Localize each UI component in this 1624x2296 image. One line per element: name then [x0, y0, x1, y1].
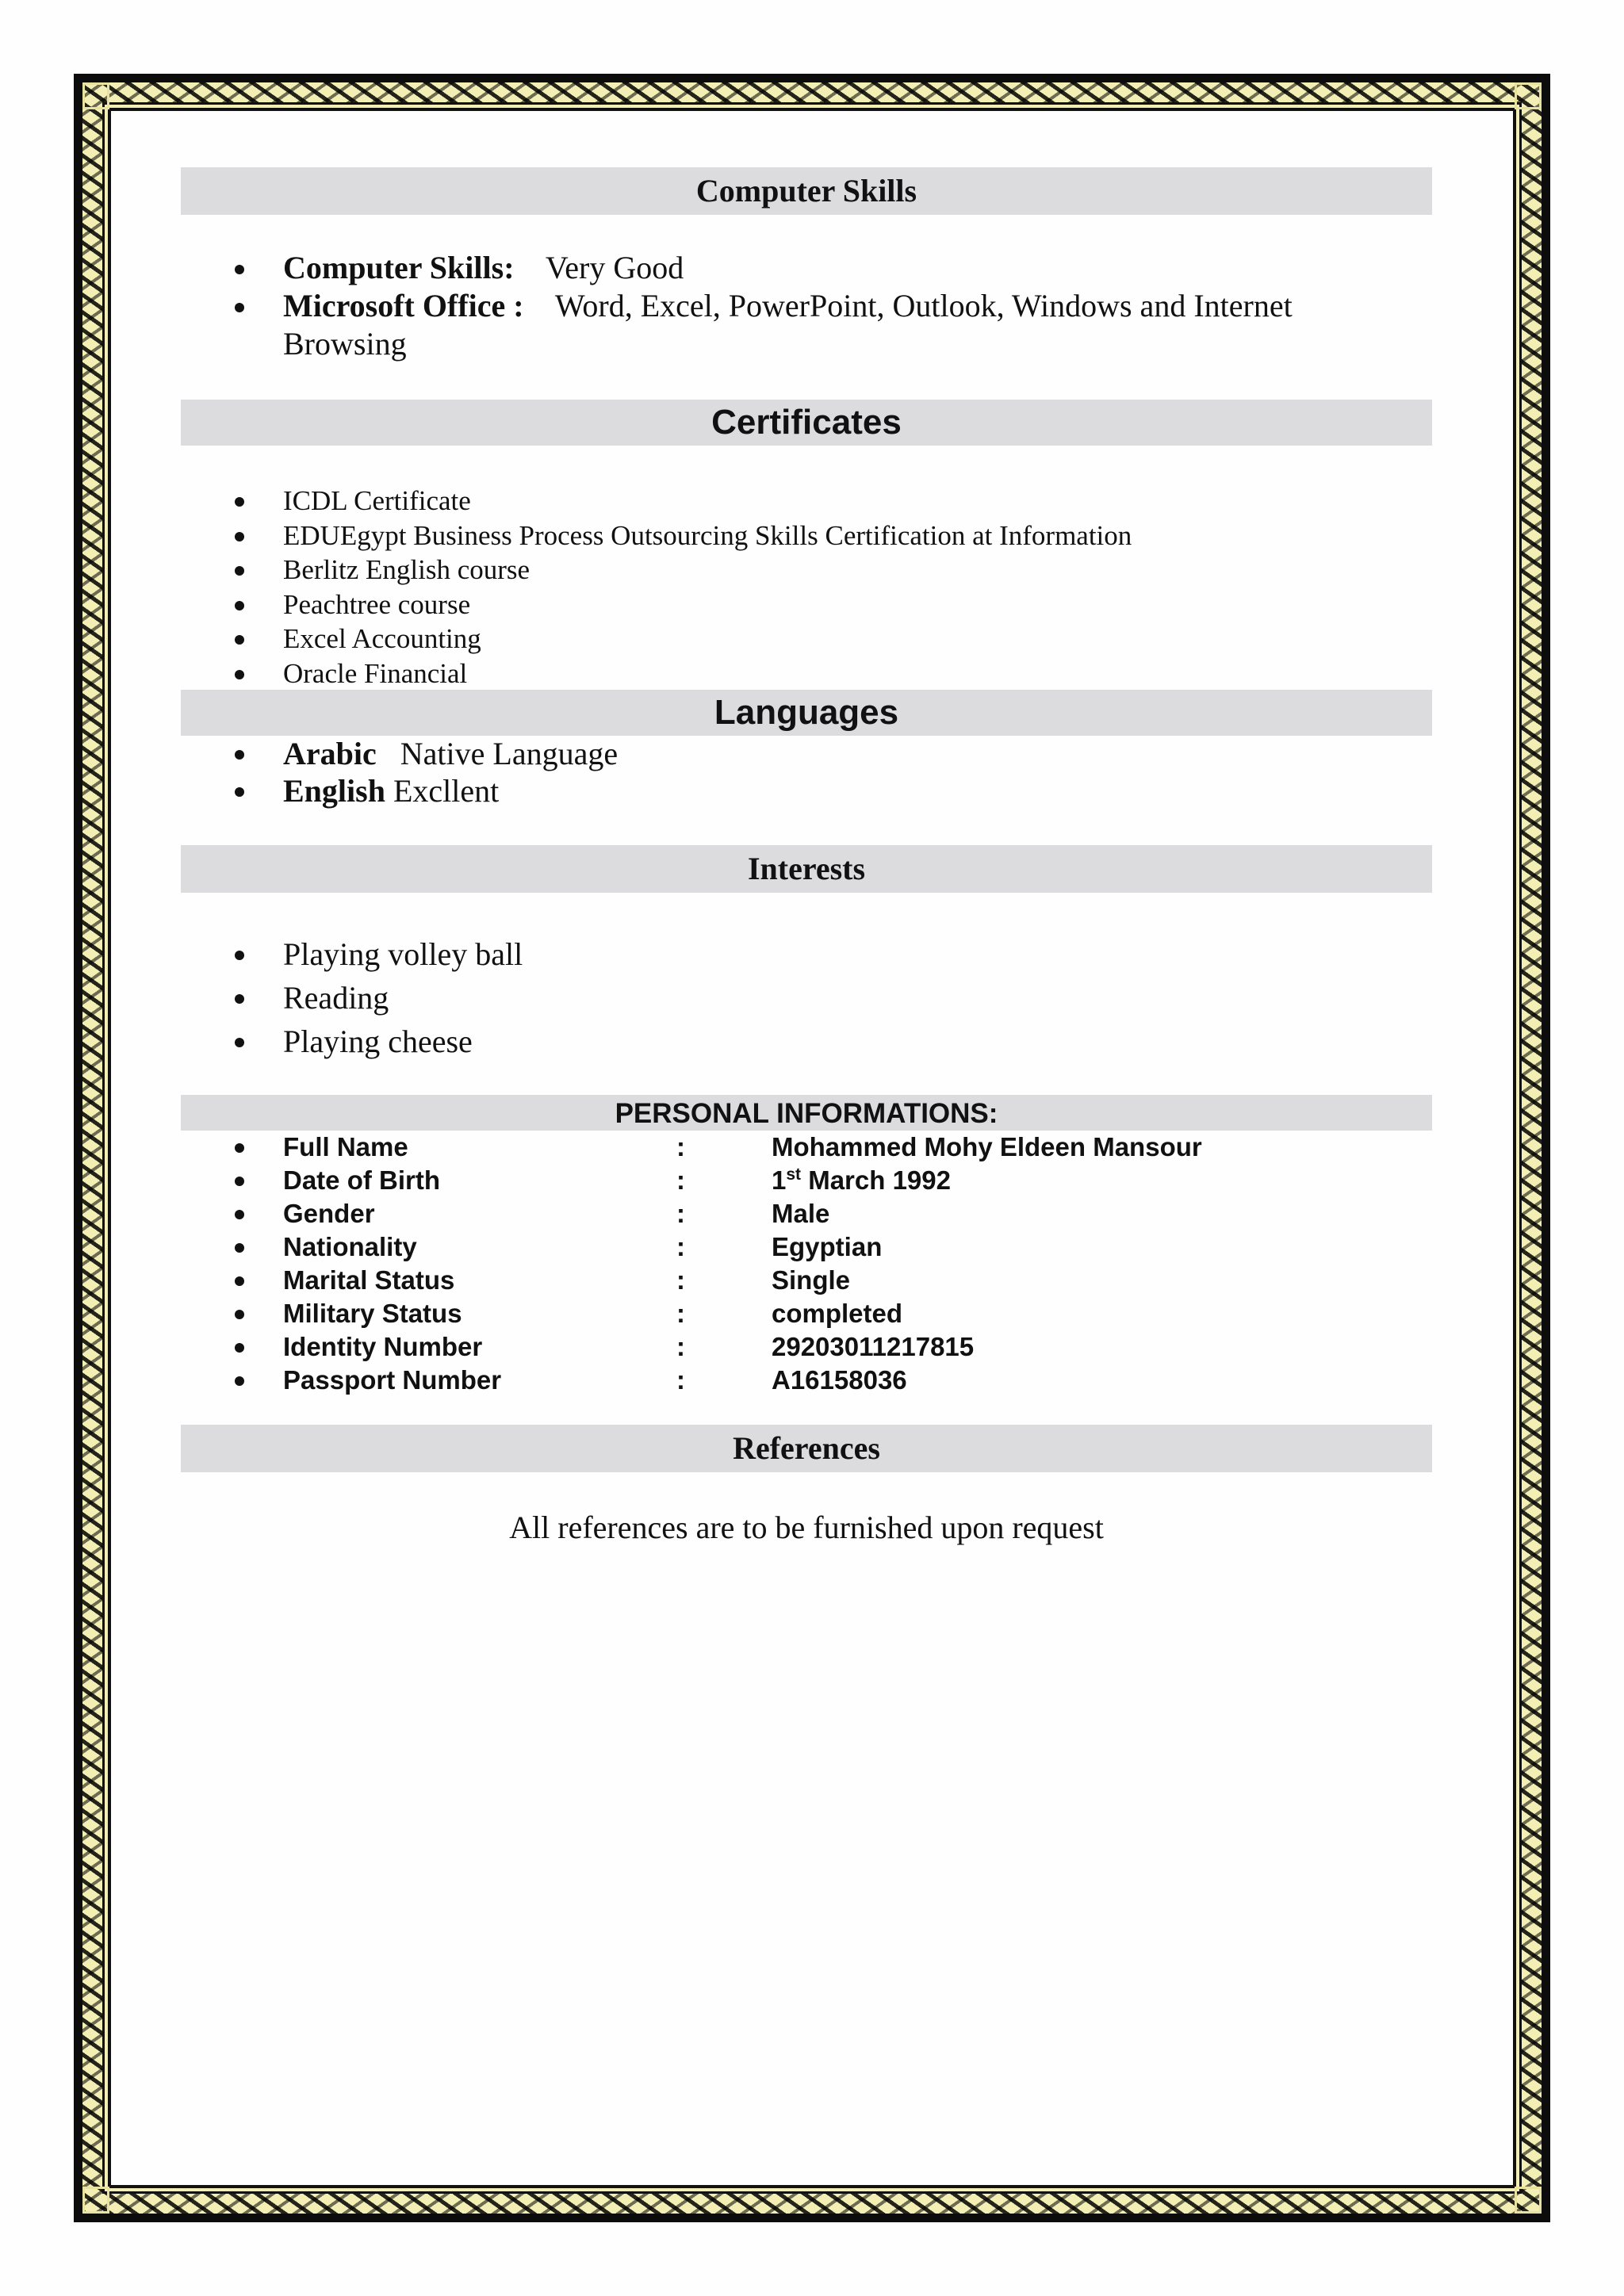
- field-separator: :: [676, 1265, 685, 1295]
- field-separator: :: [676, 1332, 685, 1361]
- skill-value: Word, Excel, PowerPoint, Outlook, Windows and Internet Browsing: [283, 288, 1293, 362]
- list-item: Reading: [181, 976, 1432, 1020]
- list-item: ICDL Certificate: [181, 484, 1432, 519]
- list-item: Playing cheese: [181, 1020, 1432, 1063]
- personal-info-row: [181, 1164, 1432, 1197]
- field-separator: :: [676, 1165, 685, 1195]
- field-separator: :: [676, 1199, 685, 1228]
- section-header-personal-informations: PERSONAL INFORMATIONS:: [181, 1095, 1432, 1131]
- field-separator: :: [676, 1132, 685, 1161]
- skill-label: Microsoft Office :: [283, 288, 524, 323]
- personal-info-row: [181, 1131, 1432, 1164]
- language-level: Native Language: [400, 736, 619, 771]
- field-label: Identity Number: [283, 1332, 483, 1361]
- border-corner-ornament: [1515, 2187, 1542, 2214]
- field-value: A16158036: [772, 1365, 907, 1395]
- skill-value: Very Good: [545, 250, 684, 285]
- personal-info-list: [181, 1131, 1432, 1397]
- skill-label: Computer Skills:: [283, 250, 515, 285]
- field-value: [772, 1165, 951, 1195]
- personal-info-row: [181, 1197, 1432, 1230]
- ordinal-suffix: st: [786, 1165, 802, 1184]
- computer-skills-list: [181, 249, 1432, 363]
- section-header-interests: Interests: [181, 845, 1432, 893]
- references-text: All references are to be furnished upon request: [509, 1510, 1104, 1545]
- section-header-computer-skills: Computer Skills: [181, 167, 1432, 215]
- list-item: [181, 772, 1432, 809]
- language-name: English: [283, 773, 385, 809]
- field-value: Egyptian: [772, 1232, 883, 1261]
- field-value: 29203011217815: [772, 1332, 975, 1361]
- field-label: Passport Number: [283, 1365, 502, 1395]
- field-label: Nationality: [283, 1232, 417, 1261]
- field-label: Military Status: [283, 1299, 462, 1328]
- field-separator: :: [676, 1299, 685, 1328]
- border-corner-ornament: [82, 2187, 109, 2214]
- personal-info-row: [181, 1264, 1432, 1297]
- field-label: Date of Birth: [283, 1165, 440, 1195]
- list-item: [181, 249, 1432, 287]
- field-label: Full Name: [283, 1132, 408, 1161]
- interests-list: [181, 932, 1432, 1063]
- list-item: Oracle Financial: [181, 656, 1432, 691]
- certificates-list: [181, 484, 1432, 691]
- field-value: Single: [772, 1265, 851, 1295]
- list-item: Berlitz English course: [181, 553, 1432, 587]
- section-header-languages: Languages: [181, 690, 1432, 736]
- field-value: completed: [772, 1299, 903, 1328]
- list-item: Playing volley ball: [181, 932, 1432, 976]
- personal-info-row: [181, 1230, 1432, 1264]
- list-item: [181, 735, 1432, 772]
- birth-day: 1: [772, 1165, 787, 1195]
- languages-list: [181, 735, 1432, 809]
- field-separator: :: [676, 1232, 685, 1261]
- list-item: Peachtree course: [181, 587, 1432, 622]
- personal-info-row: [181, 1364, 1432, 1397]
- border-corner-ornament: [1515, 82, 1542, 109]
- language-name: Arabic: [283, 736, 377, 771]
- list-item: EDUEgypt Business Process Outsourcing Skills Certification at Information: [181, 519, 1432, 553]
- birth-month-year: March 1992: [801, 1165, 951, 1195]
- field-value: Male: [772, 1199, 830, 1228]
- list-item: [181, 287, 1432, 363]
- personal-info-row: [181, 1330, 1432, 1364]
- section-header-references: References: [181, 1425, 1432, 1472]
- list-item: Excel Accounting: [181, 622, 1432, 656]
- field-value: Mohammed Mohy Eldeen Mansour: [772, 1132, 1202, 1161]
- field-label: Gender: [283, 1199, 375, 1228]
- section-header-certificates: Certificates: [181, 400, 1432, 446]
- personal-info-row: [181, 1297, 1432, 1330]
- language-level: Excllent: [393, 773, 500, 809]
- field-label: Marital Status: [283, 1265, 455, 1295]
- field-separator: :: [676, 1365, 685, 1395]
- border-corner-ornament: [82, 82, 109, 109]
